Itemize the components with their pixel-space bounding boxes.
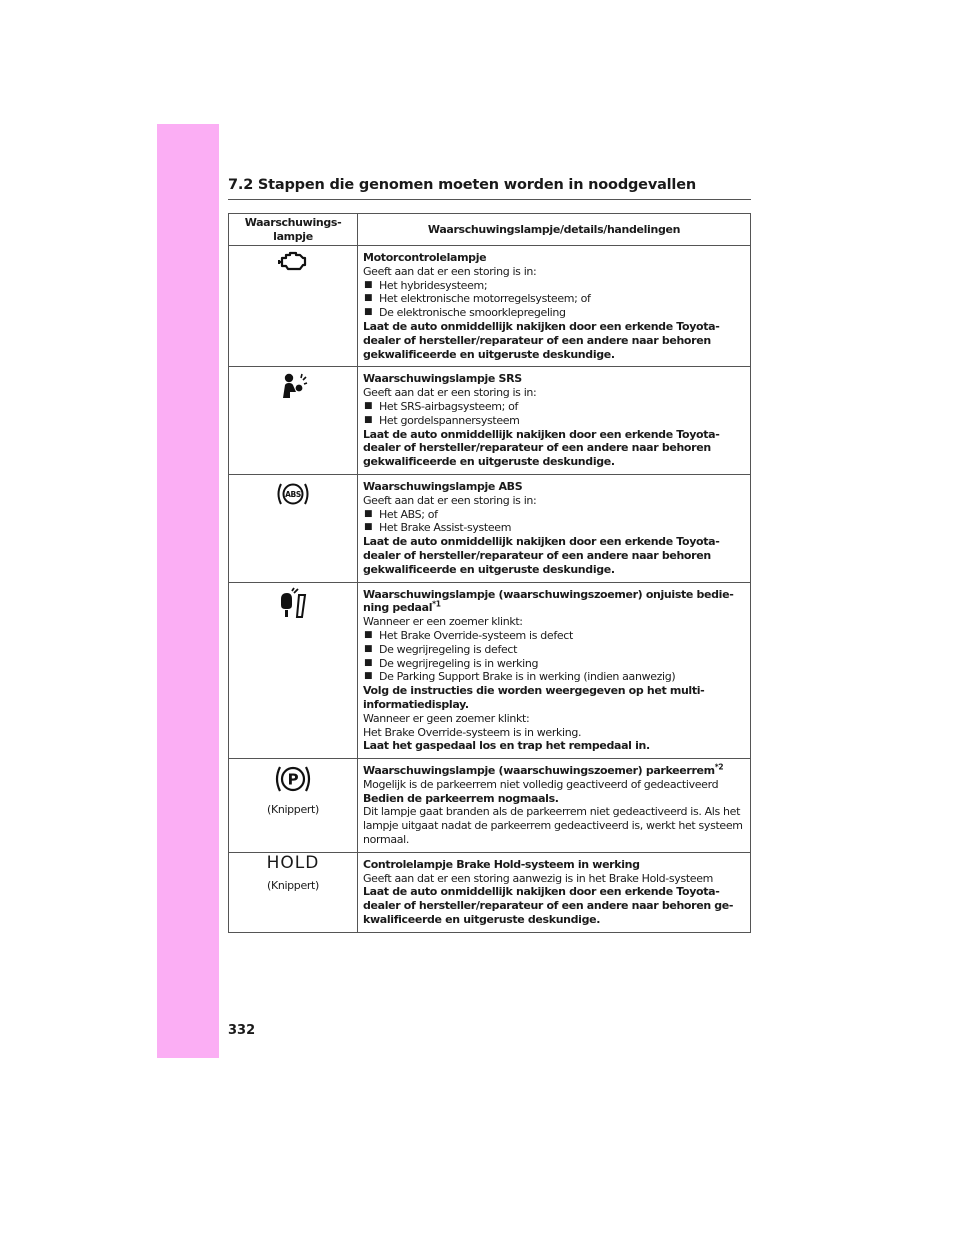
- footnote-ref: *2: [714, 762, 724, 772]
- row-extra-text: Dit lampje gaat branden als de parkeerrem niet gedeactiveerd is. Als het lampje uitgaat nadat de parkeerrem gedeactiveerd is, werkt het systeem normaal.: [363, 805, 743, 847]
- table-row: [229, 852, 751, 932]
- description-cell: [358, 367, 751, 475]
- list-item: ■ Het elektronische motorregelsysteem; of: [363, 292, 746, 306]
- list-item: ■ Het SRS-airbagsysteem; of: [363, 400, 746, 414]
- page-number: 332: [228, 1023, 256, 1038]
- icon-cell: [229, 474, 358, 582]
- description-cell: [358, 759, 751, 853]
- row-extra-text: Het Brake Override-systeem is in werking.: [363, 725, 582, 739]
- row-action: Laat de auto onmiddellijk nakijken door een erkende Toyota-dealer of hersteller/reparateur of een andere naar behoren gekwalificeerde en uitgeruste deskundige.: [363, 427, 720, 469]
- table-row: [229, 474, 751, 582]
- pedal-warning-icon: [277, 587, 309, 619]
- table-header-row: [229, 214, 751, 246]
- row-title: Waarschuwingslampje SRS: [363, 372, 522, 386]
- section-title: 7.2 Stappen die genomen moeten worden in noodgevallen: [228, 177, 696, 193]
- table-row: [229, 367, 751, 475]
- list-item: ■ De Parking Support Brake is in werking (indien aanwezig): [363, 670, 746, 684]
- icon-caption: (Knippert): [267, 803, 319, 817]
- icon-cell: [229, 582, 358, 759]
- icon-cell: [229, 367, 358, 475]
- row-action: Laat de auto onmiddellijk nakijken door een erkende Toyota-dealer of hersteller/reparateur of een andere naar behoren ge-kwalificeerde en uitgeruste deskundige.: [363, 885, 734, 927]
- list-item: ■ Het Brake Override-systeem is defect: [363, 629, 746, 643]
- description-cell: [358, 474, 751, 582]
- chapter-side-tab: [157, 124, 219, 1058]
- row-intro: Geeft aan dat er een storing is in:: [363, 493, 537, 507]
- row-action: Laat de auto onmiddellijk nakijken door een erkende Toyota-dealer of hersteller/reparateur of een andere naar behoren gekwalificeerde en uitgeruste deskundige.: [363, 319, 720, 361]
- abs-icon-text: ABS: [285, 489, 301, 499]
- description-cell: [358, 246, 751, 367]
- row-action: Laat de auto onmiddellijk nakijken door een erkende Toyota-dealer of hersteller/reparateur of een andere naar behoren gekwalificeerde en uitgeruste deskundige.: [363, 535, 720, 576]
- warning-lights-table: [228, 213, 751, 933]
- row-intro: Geeft aan dat er een storing is in:: [363, 386, 537, 400]
- icon-cell: [229, 759, 358, 853]
- row-intro: Mogelijk is de parkeerrem niet volledig geactiveerd of gedeactiveerd: [363, 777, 719, 791]
- row-extra-intro: Wanneer er geen zoemer klinkt:: [363, 711, 530, 725]
- row-intro: Wanneer er een zoemer klinkt:: [363, 615, 523, 629]
- header-lamp: Waarschuwings- lampje: [229, 214, 358, 246]
- parking-brake-icon: [274, 763, 312, 795]
- hold-indicator-icon: HOLD: [266, 852, 320, 873]
- description-cell: [358, 582, 751, 759]
- srs-airbag-icon: [278, 371, 308, 401]
- row-action: Volg de instructies die worden weergegeven op het multi-informatiedisplay.: [363, 684, 705, 711]
- row-title: Controlelampje Brake Hold-systeem in werking: [363, 857, 640, 871]
- row-intro: Geeft aan dat er een storing aanwezig is in het Brake Hold-systeem: [363, 871, 714, 885]
- row-extra-action: Laat het gaspedaal los en trap het rempedaal in.: [363, 739, 650, 753]
- list-item: ■ Het gordelspannersysteem: [363, 414, 746, 428]
- icon-cell: [229, 246, 358, 367]
- abs-icon: [275, 479, 311, 509]
- row-title: Waarschuwingslampje ABS: [363, 479, 523, 493]
- row-title: Waarschuwingslampje (waarschuwingszoemer) parkeerrem$^{*2}$: [363, 762, 724, 778]
- engine-check-icon: [278, 250, 308, 272]
- table-row: [229, 582, 751, 759]
- list-item: ■ De wegrijregeling is in werking: [363, 657, 746, 671]
- list-item: ■ De wegrijregeling is defect: [363, 643, 746, 657]
- row-intro: Geeft aan dat er een storing is in:: [363, 264, 537, 278]
- list-item: ■ Het ABS; of: [363, 508, 746, 522]
- row-title: Waarschuwingslampje (waarschuwingszoemer) onjuiste bedie-ning pedaal$^{*1}$: [363, 587, 734, 615]
- list-item: ■ De elektronische smoorklepregeling: [363, 306, 746, 320]
- icon-caption: (Knippert): [267, 878, 319, 892]
- title-divider: [228, 199, 751, 200]
- list-item: ■ Het Brake Assist-systeem: [363, 521, 746, 535]
- row-title: Motorcontrolelampje: [363, 251, 487, 264]
- list-item: ■ Het hybridesysteem;: [363, 279, 746, 293]
- footnote-ref: *1: [432, 599, 441, 609]
- parking-brake-icon-text: P: [287, 770, 299, 789]
- header-details: Waarschuwingslampje/details/handelingen: [358, 214, 751, 246]
- row-action: Bedien de parkeerrem nogmaals.: [363, 791, 559, 805]
- description-cell: [358, 852, 751, 932]
- table-row: [229, 759, 751, 853]
- table-row: [229, 246, 751, 367]
- icon-cell: [229, 852, 358, 932]
